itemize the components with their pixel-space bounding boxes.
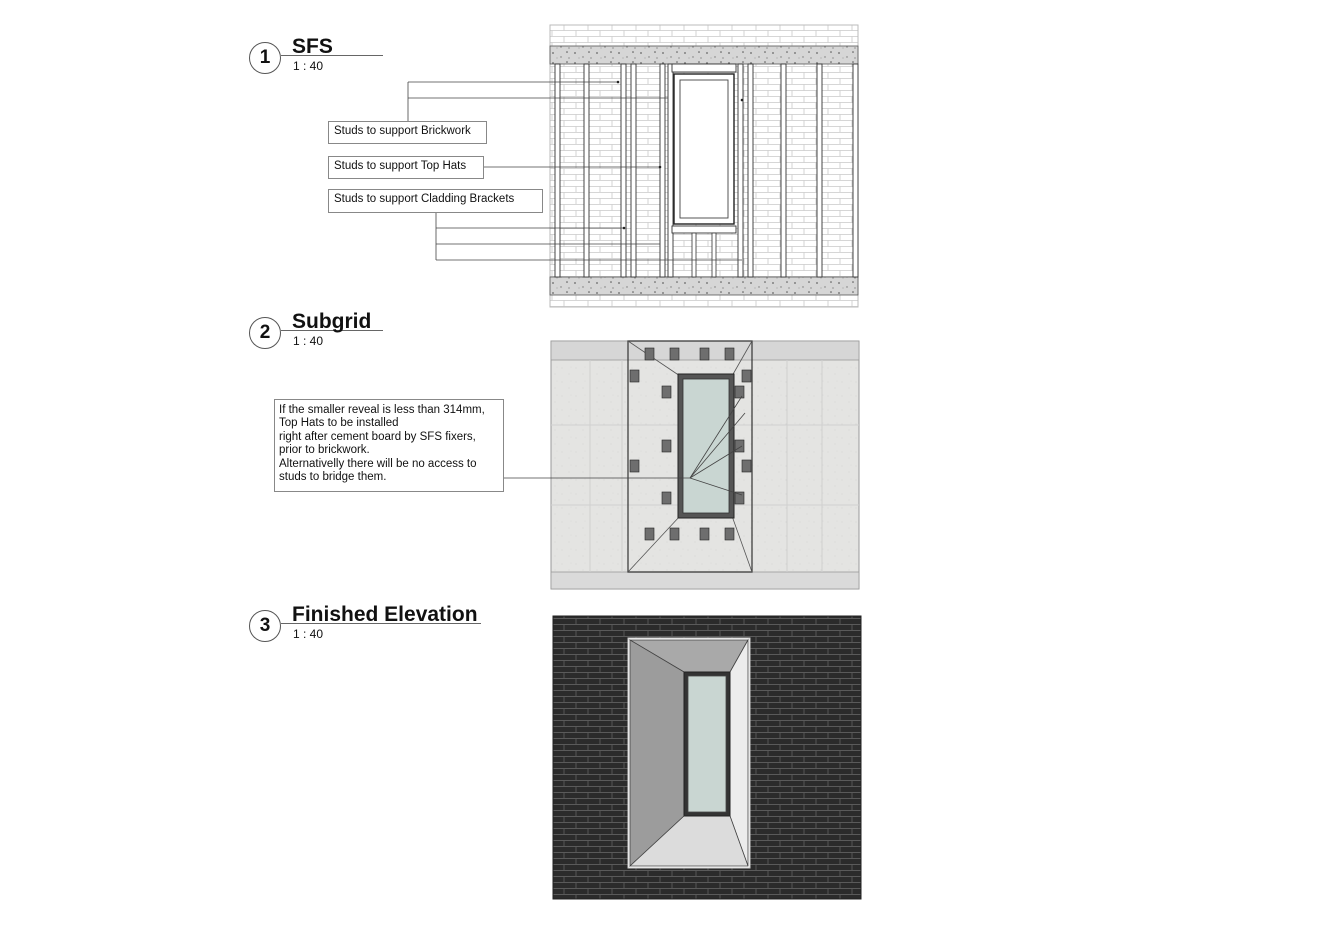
top-slab (550, 46, 858, 64)
top-hat-bracket (670, 348, 679, 360)
top-hat-bracket (700, 348, 709, 360)
view-title: Finished Elevation (292, 603, 478, 626)
top-hat-bracket (645, 348, 654, 360)
note-line: right after cement board by SFS fixers, (279, 430, 476, 443)
view-title: Subgrid (292, 310, 372, 333)
top-hat-bracket (742, 370, 751, 382)
note-line: If the smaller reveal is less than 314mm, (279, 404, 485, 416)
steel-stud (631, 64, 636, 277)
top-hat-bracket (735, 386, 744, 398)
top-hat-bracket (742, 460, 751, 472)
cripple-stud (692, 233, 696, 277)
top-hat-bracket (630, 370, 639, 382)
view-title: SFS (292, 35, 333, 58)
note-line: studs to bridge them. (279, 471, 387, 484)
view-number-badge: 1 (249, 42, 281, 74)
view-scale: 1 : 40 (293, 334, 324, 348)
top-hat-bracket (735, 440, 744, 452)
window-glazing (683, 379, 729, 513)
leader-dot (617, 81, 620, 84)
top-hat-bracket (670, 528, 679, 540)
view-number-badge: 2 (249, 317, 281, 349)
leader-dot (659, 166, 662, 169)
leader-dot (623, 227, 626, 230)
top-hat-bracket (630, 460, 639, 472)
window-glazing (688, 676, 726, 812)
callout-top-hat-studs: Studs to support Top Hats (328, 156, 484, 179)
top-hat-bracket (725, 528, 734, 540)
view-number-badge: 3 (249, 610, 281, 642)
head-track (672, 64, 736, 72)
steel-stud (817, 64, 822, 277)
top-hat-bracket (700, 528, 709, 540)
window-glazing (680, 80, 728, 218)
top-hat-installation-note (274, 399, 504, 492)
callout-cladding-bracket-studs: Studs to support Cladding Brackets (328, 189, 543, 213)
note-line: Top Hats to be installed (279, 417, 399, 430)
top-hat-bracket (645, 528, 654, 540)
subgrid-elevation (504, 341, 859, 589)
cripple-stud (712, 233, 716, 277)
finished-elevation (553, 616, 861, 899)
steel-stud (660, 64, 665, 277)
steel-stud (555, 64, 560, 277)
view-scale: 1 : 40 (293, 627, 324, 641)
bottom-band (551, 572, 859, 589)
view-scale: 1 : 40 (293, 59, 324, 73)
top-hat-bracket (662, 386, 671, 398)
steel-stud (621, 64, 626, 277)
callout-brickwork-studs: Studs to support Brickwork (328, 121, 487, 144)
steel-stud (781, 64, 786, 277)
steel-stud (748, 64, 753, 277)
top-hat-bracket (662, 492, 671, 504)
leader-dot (741, 99, 744, 102)
sill-track (672, 226, 736, 233)
steel-stud (584, 64, 589, 277)
top-hat-bracket (725, 348, 734, 360)
top-hat-bracket (662, 440, 671, 452)
bottom-slab (550, 277, 858, 295)
steel-stud (738, 64, 743, 277)
note-line: prior to brickwork. (279, 444, 370, 457)
steel-stud (853, 64, 858, 277)
note-line: Alternativelly there will be no access to (279, 457, 477, 470)
steel-stud (668, 64, 673, 277)
